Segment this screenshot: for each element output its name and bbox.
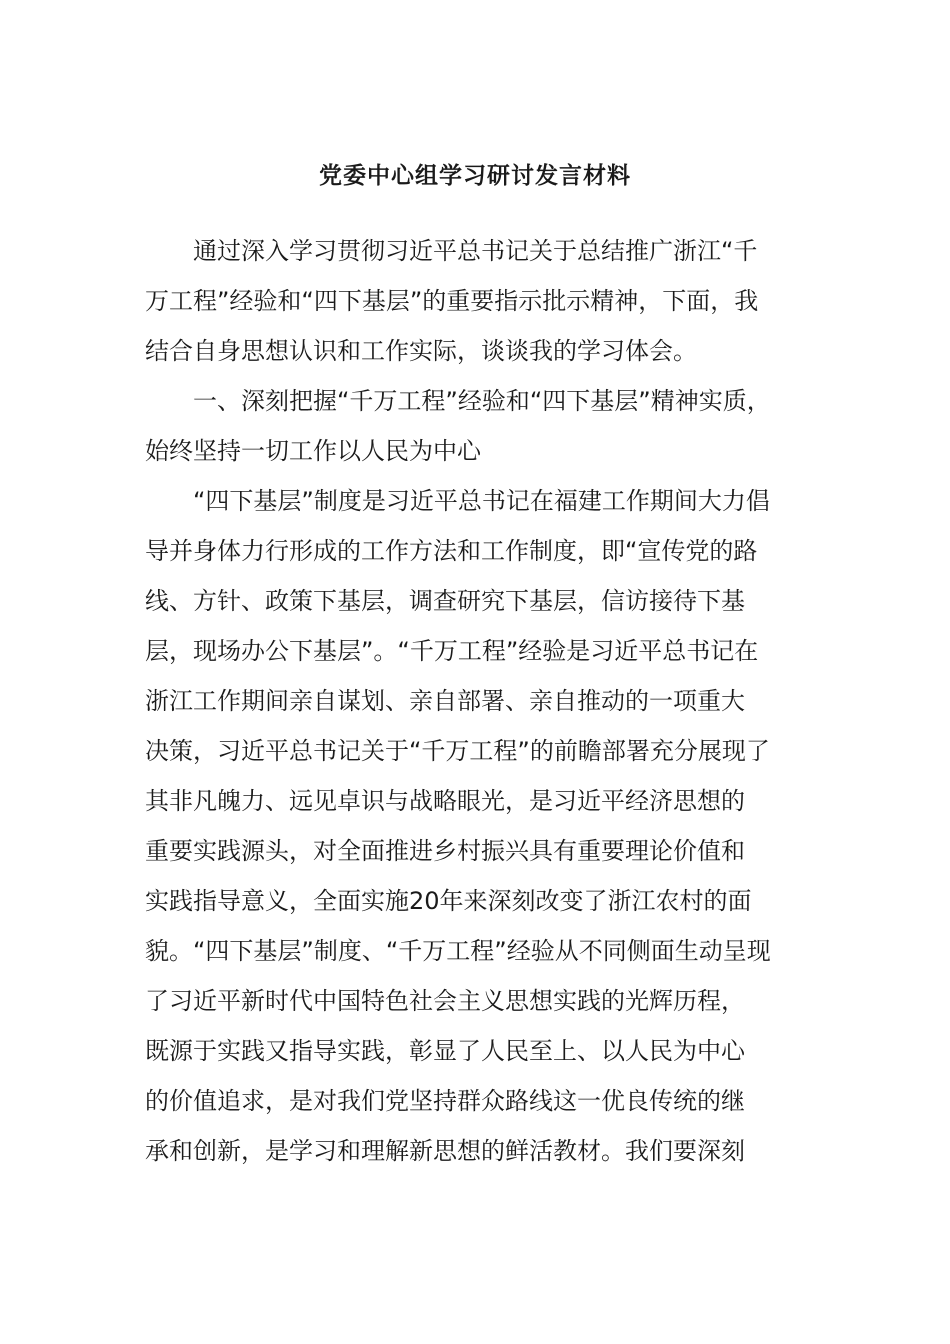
text-line: 了习近平新时代中国特色社会主义思想实践的光辉历程，: [145, 987, 745, 1015]
paragraph-intro: [145, 226, 805, 376]
text-line: 其非凡魄力、远见卓识与战略眼光，是习近平经济思想的: [145, 787, 745, 815]
document-body: [145, 226, 805, 1176]
text-line: 线、方针、政策下基层，调查研究下基层，信访接待下基: [145, 587, 745, 615]
document-title: 党委中心组学习研讨发言材料: [319, 163, 631, 189]
text-line: 既源于实践又指导实践，彰显了人民至上、以人民为中心: [145, 1037, 745, 1065]
text-line: 结合自身思想认识和工作实际，谈谈我的学习体会。: [145, 337, 697, 365]
section-heading: [145, 376, 805, 476]
text-line: 层，现场办公下基层”。“千万工程”经验是习近平总书记在: [145, 637, 759, 665]
text-line: 导并身体力行形成的工作方法和工作制度，即“宣传党的路: [145, 537, 758, 565]
text-line: “四下基层”制度是习近平总书记在福建工作期间大力倡: [193, 487, 770, 515]
text-line: 始终坚持一切工作以人民为中心: [145, 437, 481, 465]
paragraph-body: [145, 476, 805, 1176]
text-line: 的价值追求，是对我们党坚持群众路线这一优良传统的继: [145, 1087, 745, 1115]
text-line: 浙江工作期间亲自谋划、亲自部署、亲自推动的一项重大: [145, 687, 745, 715]
text-line: 重要实践源头，对全面推进乡村振兴具有重要理论价值和: [145, 837, 745, 865]
text-line: 貌。“四下基层”制度、“千万工程”经验从不同侧面生动呈现: [145, 937, 771, 965]
text-line: 通过深入学习贯彻习近平总书记关于总结推广浙江“千: [193, 237, 758, 265]
text-line: 万工程”经验和“四下基层”的重要指示批示精神，下面，我: [145, 287, 759, 315]
text-line: 决策，习近平总书记关于“千万工程”的前瞻部署充分展现了: [145, 737, 770, 765]
text-line: 实践指导意义，全面实施20年来深刻改变了浙江农村的面: [145, 887, 752, 915]
text-line: 一、深刻把握“千万工程”经验和“四下基层”精神实质，: [193, 387, 771, 415]
text-line: 承和创新，是学习和理解新思想的鲜活教材。我们要深刻: [145, 1137, 745, 1165]
